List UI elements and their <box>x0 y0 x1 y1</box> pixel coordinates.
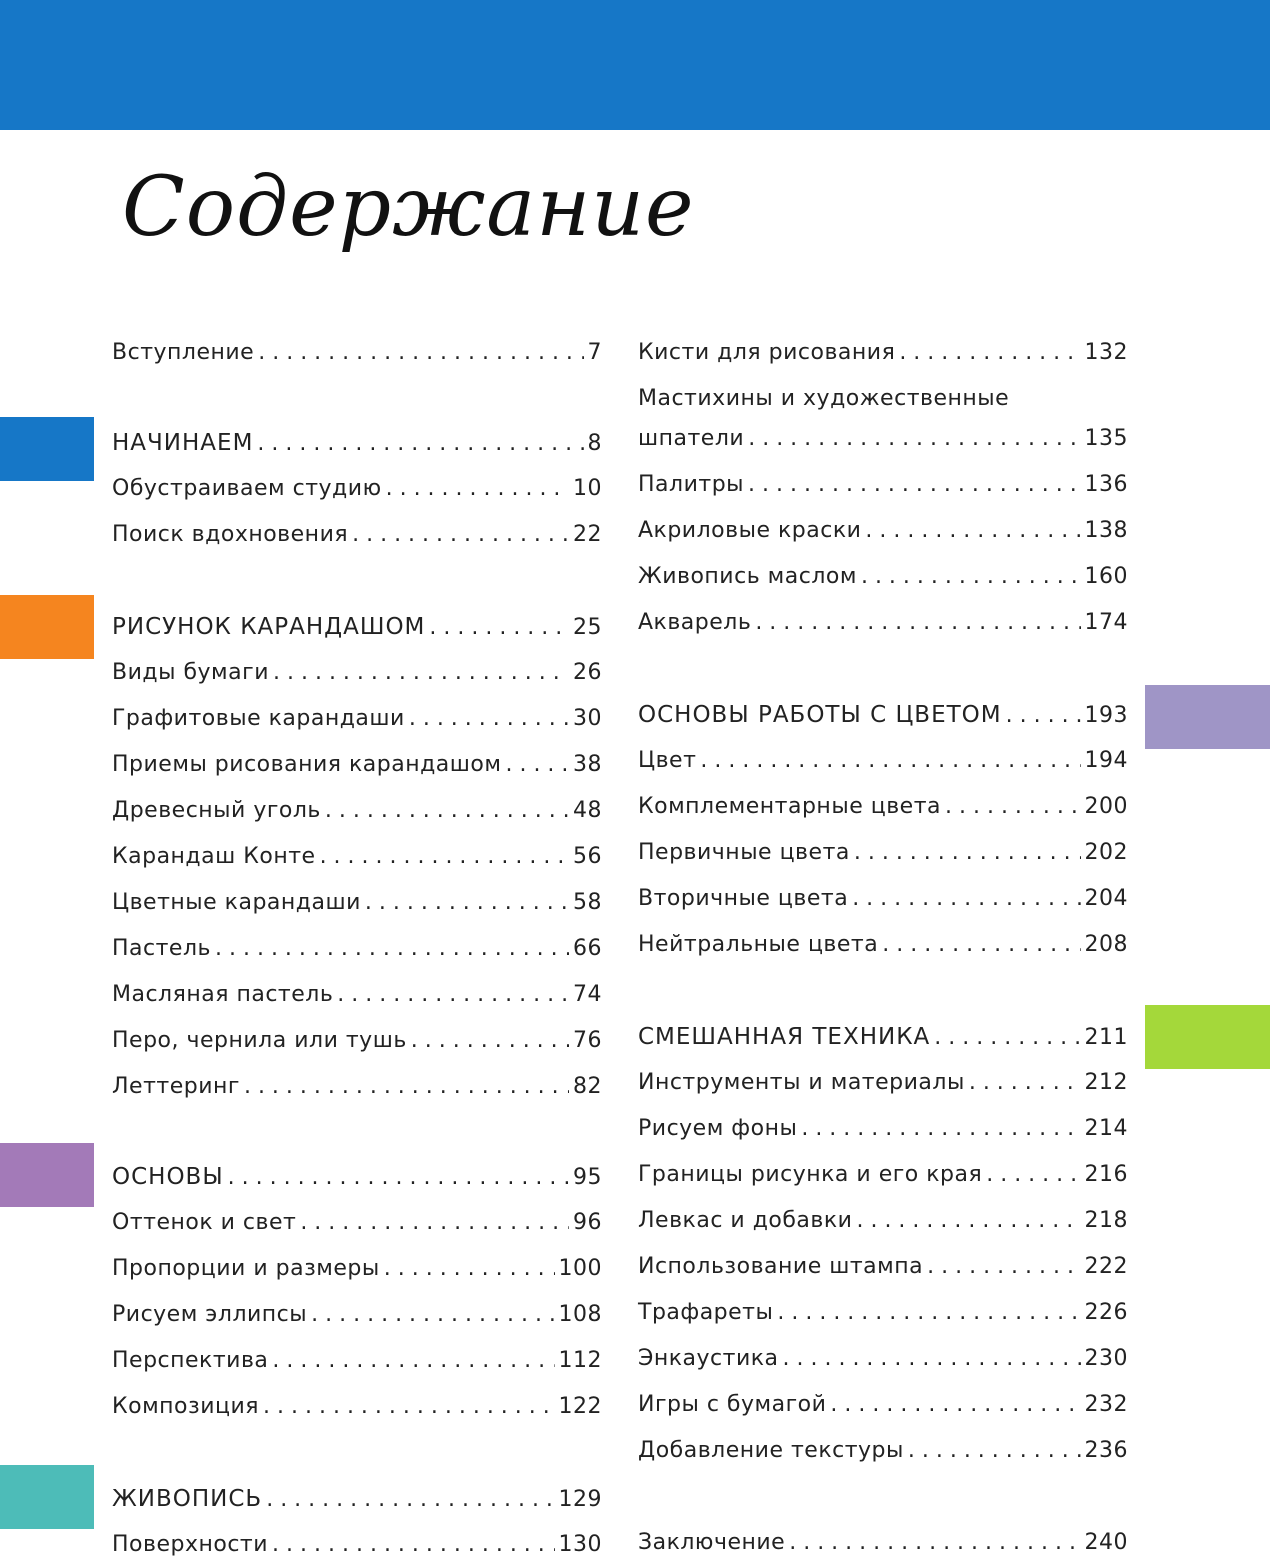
toc-entry-label: Вторичные цвета <box>638 886 849 911</box>
toc-entry-page: 76 <box>573 1028 602 1053</box>
toc-entry-page: 204 <box>1084 886 1128 911</box>
toc-entry-label: Кисти для рисования <box>638 340 896 365</box>
toc-entry-label: Вступление <box>112 340 255 365</box>
toc-entry-label: Композиция <box>112 1394 260 1419</box>
toc-leader <box>409 704 569 734</box>
toc-entry[interactable] <box>112 1072 602 1102</box>
toc-leader <box>789 1528 1080 1558</box>
toc-entry-label: Палитры <box>638 472 745 497</box>
toc-entry[interactable] <box>638 1528 1128 1558</box>
toc-entry-label: Виды бумаги <box>112 660 269 685</box>
toc-entry-page: 74 <box>573 982 602 1007</box>
toc-entry-page: 202 <box>1084 840 1128 865</box>
toc-entry-page: 122 <box>558 1394 602 1419</box>
toc-entry-label: РИСУНОК КАРАНДАШОМ <box>112 614 426 640</box>
toc-entry[interactable] <box>112 1254 602 1284</box>
toc-section-heading[interactable] <box>638 1022 1128 1053</box>
toc-leader <box>257 429 583 459</box>
toc-leader <box>969 1068 1081 1098</box>
toc-leader <box>337 980 569 1010</box>
toc-entry-page: 25 <box>573 615 602 640</box>
toc-leader <box>801 1114 1080 1144</box>
toc-entry[interactable] <box>638 1344 1128 1374</box>
toc-section-heading[interactable] <box>112 1162 602 1193</box>
toc-entry[interactable] <box>638 424 1128 454</box>
toc-entry-page: 130 <box>558 1532 602 1557</box>
toc-entry[interactable] <box>112 934 602 964</box>
toc-leader <box>861 562 1081 592</box>
toc-entry-label: Нейтральные цвета <box>638 932 879 957</box>
toc-entry[interactable] <box>638 338 1128 368</box>
toc-entry[interactable] <box>638 562 1128 592</box>
toc-entry[interactable] <box>638 1298 1128 1328</box>
toc-leader <box>700 746 1080 776</box>
toc-leader <box>273 658 569 688</box>
toc-entry[interactable] <box>638 608 1128 638</box>
toc-entry-label: Перо, чернила или тушь <box>112 1028 407 1053</box>
toc-leader <box>228 1163 569 1193</box>
toc-entry-page: 66 <box>573 936 602 961</box>
toc-entry[interactable] <box>638 884 1128 914</box>
toc-entry[interactable] <box>112 704 602 734</box>
toc-section-heading[interactable] <box>112 612 602 643</box>
toc-leader <box>755 608 1080 638</box>
toc-entry-page: 8 <box>587 431 602 456</box>
toc-entry[interactable] <box>112 1530 602 1560</box>
toc-entry[interactable] <box>638 1252 1128 1282</box>
toc-entry-page: 132 <box>1084 340 1128 365</box>
toc-entry-label: шпатели <box>638 426 745 451</box>
toc-entry-label: Поверхности <box>112 1532 269 1557</box>
toc-entry-label: НАЧИНАЕМ <box>112 430 254 456</box>
toc-entry-label: Графитовые карандаши <box>112 706 405 731</box>
toc-leader <box>852 884 1080 914</box>
toc-entry-label: Обустраиваем студию <box>112 476 382 501</box>
toc-entry-page: 226 <box>1084 1300 1128 1325</box>
toc-leader <box>783 1344 1081 1374</box>
toc-entry[interactable] <box>638 838 1128 868</box>
toc-entry-page: 174 <box>1084 610 1128 635</box>
toc-entry-page: 30 <box>573 706 602 731</box>
toc-entry-label: Цвет <box>638 748 697 773</box>
toc-entry[interactable] <box>112 796 602 826</box>
toc-entry-page: 236 <box>1084 1438 1128 1463</box>
section-tab-start <box>0 417 94 481</box>
toc-entry-page: 56 <box>573 844 602 869</box>
toc-entry[interactable] <box>638 930 1128 960</box>
toc-leader <box>272 1530 554 1560</box>
toc-entry-label: ОСНОВЫ РАБОТЫ С ЦВЕТОМ <box>638 702 1002 728</box>
toc-entry-label: Акварель <box>638 610 752 635</box>
toc-entry[interactable] <box>638 1436 1128 1466</box>
toc-leader <box>266 1485 554 1515</box>
toc-entry-label: Пастель <box>112 936 211 961</box>
toc-leader <box>934 1023 1080 1053</box>
toc-section-heading[interactable] <box>112 428 602 459</box>
toc-entry-page: 22 <box>573 522 602 547</box>
toc-entry[interactable] <box>638 746 1128 776</box>
toc-entry-page: 230 <box>1084 1346 1128 1371</box>
toc-entry[interactable] <box>112 338 602 368</box>
toc-leader <box>830 1390 1080 1420</box>
toc-section-heading[interactable] <box>638 700 1128 731</box>
toc-entry-label: Границы рисунка и его края <box>638 1162 983 1187</box>
toc-entry-page: 95 <box>573 1165 602 1190</box>
toc-entry-label: Поиск вдохновения <box>112 522 349 547</box>
toc-entry-label: Энкаустика <box>638 1346 779 1371</box>
toc-section-heading[interactable] <box>112 1484 602 1515</box>
toc-entry-page: 58 <box>573 890 602 915</box>
toc-entry-label: Трафареты <box>638 1300 774 1325</box>
toc-leader <box>748 424 1080 454</box>
toc-entry-page: 218 <box>1084 1208 1128 1233</box>
toc-entry-page: 112 <box>558 1348 602 1373</box>
toc-leader <box>908 1436 1081 1466</box>
header-bar <box>0 0 1270 130</box>
toc-leader <box>272 1346 554 1376</box>
toc-entry-label: Добавление текстуры <box>638 1438 904 1463</box>
toc-entry-label: ОСНОВЫ <box>112 1164 224 1190</box>
toc-entry[interactable] <box>638 1390 1128 1420</box>
toc-entry[interactable] <box>112 980 602 1010</box>
toc-entry-label: Карандаш Конте <box>112 844 316 869</box>
toc-entry[interactable] <box>638 1114 1128 1144</box>
toc-leader <box>748 470 1080 500</box>
toc-entry[interactable] <box>112 1392 602 1422</box>
toc-entry-label: Комплементарные цвета <box>638 794 941 819</box>
toc-entry[interactable] <box>112 658 602 688</box>
toc-entry-label: Игры с бумагой <box>638 1392 827 1417</box>
toc-entry[interactable] <box>112 1300 602 1330</box>
toc-entry[interactable] <box>112 1026 602 1056</box>
toc-leader <box>386 474 569 504</box>
toc-leader <box>215 934 569 964</box>
toc-leader <box>945 792 1081 822</box>
toc-entry-page: 208 <box>1084 932 1128 957</box>
toc-entry-label: Акриловые краски <box>638 518 862 543</box>
toc-entry[interactable] <box>638 516 1128 546</box>
toc-leader <box>882 930 1080 960</box>
toc-entry-label: Леттеринг <box>112 1074 240 1099</box>
toc-entry-page: 240 <box>1084 1530 1128 1555</box>
toc-entry-page: 222 <box>1084 1254 1128 1279</box>
toc-entry-page: 136 <box>1084 472 1128 497</box>
toc-leader <box>899 338 1080 368</box>
toc-entry-label: Инструменты и материалы <box>638 1070 965 1095</box>
toc-leader <box>1006 701 1081 731</box>
toc-entry-page: 193 <box>1084 703 1128 728</box>
toc-entry-label: Пропорции и размеры <box>112 1256 380 1281</box>
toc-entry-label: Первичные цвета <box>638 840 850 865</box>
toc-entry[interactable] <box>112 1208 602 1238</box>
toc-leader <box>854 838 1081 868</box>
toc-entry-label: Использование штампа <box>638 1254 924 1279</box>
page-title: Содержание <box>122 160 695 255</box>
toc-entry[interactable] <box>638 792 1128 822</box>
toc-entry-page: 7 <box>587 340 602 365</box>
toc-entry[interactable] <box>112 750 602 780</box>
toc-leader <box>300 1208 569 1238</box>
toc-entry-page: 10 <box>573 476 602 501</box>
toc-entry-label: Приемы рисования карандашом <box>112 752 502 777</box>
toc-entry[interactable] <box>112 888 602 918</box>
toc-entry[interactable] <box>638 470 1128 500</box>
toc-entry-page: 160 <box>1084 564 1128 589</box>
toc-leader <box>505 750 569 780</box>
toc-leader <box>365 888 569 918</box>
toc-leader <box>927 1252 1080 1282</box>
section-tab-pencil <box>0 595 94 659</box>
toc-leader <box>320 842 569 872</box>
toc-entry-label: Древесный уголь <box>112 798 321 823</box>
toc-entry-page: 129 <box>558 1487 602 1512</box>
toc-leader <box>325 796 569 826</box>
toc-entry-label: Рисуем эллипсы <box>112 1302 308 1327</box>
toc-entry-page: 48 <box>573 798 602 823</box>
section-tab-painting <box>0 1465 94 1529</box>
toc-entry-page: 216 <box>1084 1162 1128 1187</box>
toc-entry-page: 232 <box>1084 1392 1128 1417</box>
section-tab-color <box>1145 685 1270 749</box>
toc-entry-label: Цветные карандаши <box>112 890 361 915</box>
toc-entry-page: 194 <box>1084 748 1128 773</box>
toc-entry-label: Оттенок и свет <box>112 1210 297 1235</box>
toc-entry-page: 211 <box>1084 1025 1128 1050</box>
toc-leader <box>244 1072 569 1102</box>
toc-entry-page: 200 <box>1084 794 1128 819</box>
section-tab-mixed <box>1145 1005 1270 1069</box>
toc-entry-label: Перспектива <box>112 1348 269 1373</box>
toc-leader <box>777 1298 1080 1328</box>
toc-entry-label: Левкас и добавки <box>638 1208 853 1233</box>
toc-entry-label: Живопись маслом <box>638 564 857 589</box>
toc-leader <box>411 1026 569 1056</box>
toc-entry-label: СМЕШАННАЯ ТЕХНИКА <box>638 1024 931 1050</box>
toc-entry-page: 108 <box>558 1302 602 1327</box>
toc-entry-page: 135 <box>1084 426 1128 451</box>
toc-entry-page: 96 <box>573 1210 602 1235</box>
toc-entry[interactable] <box>112 520 602 550</box>
toc-entry-page: 38 <box>573 752 602 777</box>
toc-entry-page: 214 <box>1084 1116 1128 1141</box>
section-tab-basics <box>0 1143 94 1207</box>
toc-entry[interactable] <box>112 1346 602 1376</box>
toc-entry-label: Масляная пастель <box>112 982 334 1007</box>
toc-leader <box>865 516 1080 546</box>
toc-entry[interactable] <box>112 474 602 504</box>
toc-entry-label: Заключение <box>638 1530 786 1555</box>
toc-entry[interactable] <box>638 1206 1128 1236</box>
toc-entry-label: Рисуем фоны <box>638 1116 798 1141</box>
toc-leader <box>986 1160 1080 1190</box>
toc-entry-page: 100 <box>558 1256 602 1281</box>
toc-leader <box>263 1392 554 1422</box>
toc-entry-label: ЖИВОПИСЬ <box>112 1486 263 1512</box>
toc-leader <box>311 1300 554 1330</box>
toc-leader <box>352 520 569 550</box>
toc-leader <box>429 613 569 643</box>
toc-entry-page: 82 <box>573 1074 602 1099</box>
toc-entry[interactable] <box>638 1068 1128 1098</box>
toc-entry[interactable] <box>638 1160 1128 1190</box>
toc-entry-page: 138 <box>1084 518 1128 543</box>
toc-leader <box>384 1254 555 1284</box>
toc-entry-page: 212 <box>1084 1070 1128 1095</box>
toc-entry-label[interactable]: Мастихины и художественные <box>638 386 1010 411</box>
toc-entry-page: 26 <box>573 660 602 685</box>
toc-entry[interactable] <box>112 842 602 872</box>
toc-leader <box>856 1206 1080 1236</box>
toc-leader <box>258 338 583 368</box>
